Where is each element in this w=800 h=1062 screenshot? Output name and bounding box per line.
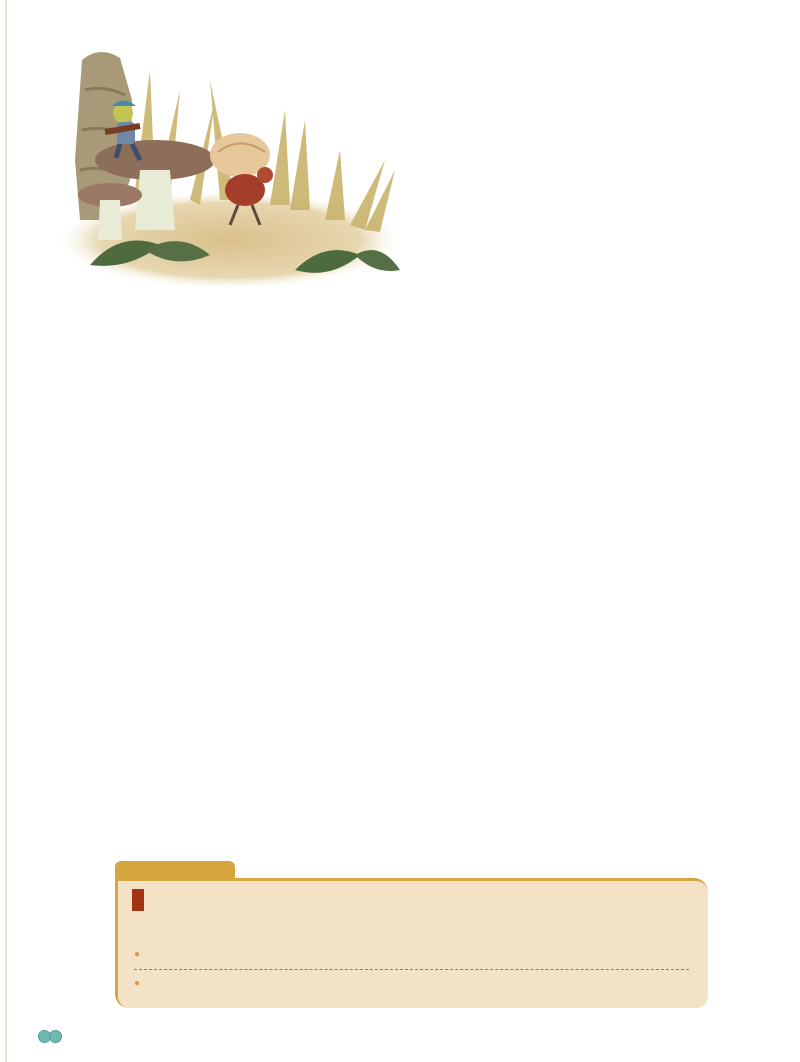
bullet-icon: ● [134, 948, 141, 960]
grammar-point-box [115, 878, 708, 1008]
publisher-mark [38, 1030, 68, 1043]
grammar-rule [132, 889, 149, 911]
grammar-rule-badge [132, 889, 144, 911]
page-edge-line [5, 0, 7, 1062]
story-illustration [60, 40, 405, 295]
grammar-example-1 [134, 946, 152, 961]
dashed-divider [134, 969, 689, 970]
bullet-icon: ● [134, 977, 141, 989]
grasshopper-and-ant-illustration [60, 40, 405, 295]
grammar-example-2 [134, 975, 152, 990]
publisher-logo-icon [38, 1030, 60, 1043]
grammar-note [134, 918, 140, 933]
